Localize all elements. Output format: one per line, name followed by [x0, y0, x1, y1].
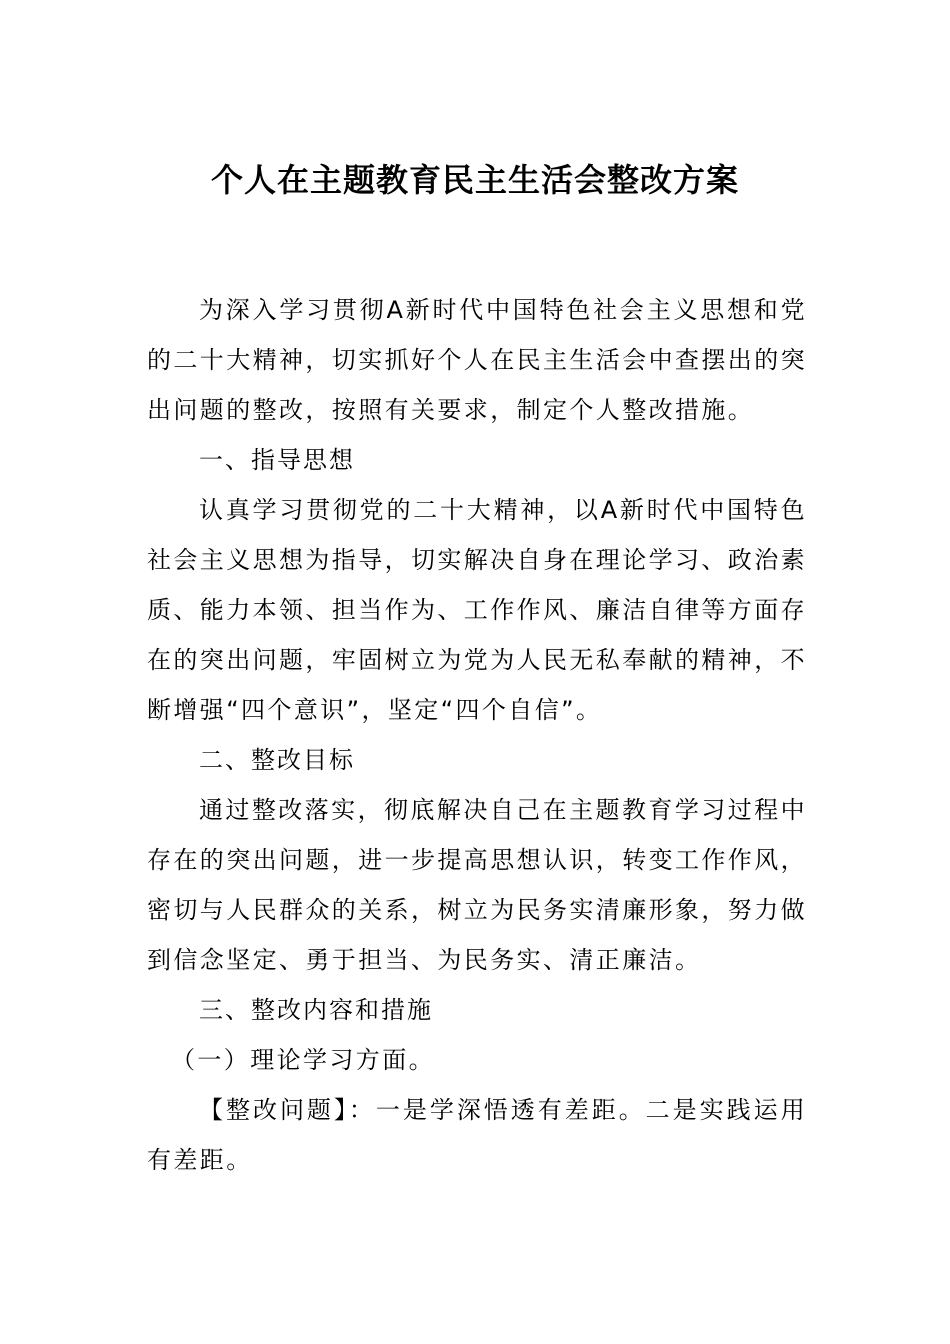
- section-heading-rectification-goal: 二、整改目标: [199, 746, 355, 774]
- document-title: 个人在主题教育民主生活会整改方案: [210, 161, 739, 199]
- section-heading-content-and-measures: 三、整改内容和措施: [199, 996, 433, 1024]
- intro-paragraph: 为深入学习贯彻A新时代中国特色社会主义思想和党的二十大精神，切实抓好个人在民主生活会中查摆出的突出问题的整改，按照有关要求，制定个人整改措施。: [147, 296, 807, 424]
- rectification-goal-paragraph: 通过整改落实，彻底解决自己在主题教育学习过程中存在的突出问题，进一步提高思想认识，转变工作作风，密切与人民群众的关系，树立为民务实清廉形象，努力做到信念坚定、勇于担当、为民务实、清正廉洁。: [147, 796, 807, 974]
- subsection-heading-theory-study: （一）理论学习方面。: [171, 1046, 435, 1074]
- guiding-thought-paragraph: 认真学习贯彻党的二十大精神，以A新时代中国特色社会主义思想为指导，切实解决自身在理论学习、政治素质、能力本领、担当作为、工作作风、廉洁自律等方面存在的突出问题，牢固树立为党为人民无私奉献的精神，不断增强“四个意识”，坚定“四个自信”。: [147, 496, 807, 724]
- document-body: [147, 285, 807, 1185]
- rectification-issues-paragraph: 【整改问题】：一是学深悟透有差距。二是实践运用有差距。: [147, 1096, 807, 1174]
- section-heading-guiding-thought: 一、指导思想: [199, 446, 355, 474]
